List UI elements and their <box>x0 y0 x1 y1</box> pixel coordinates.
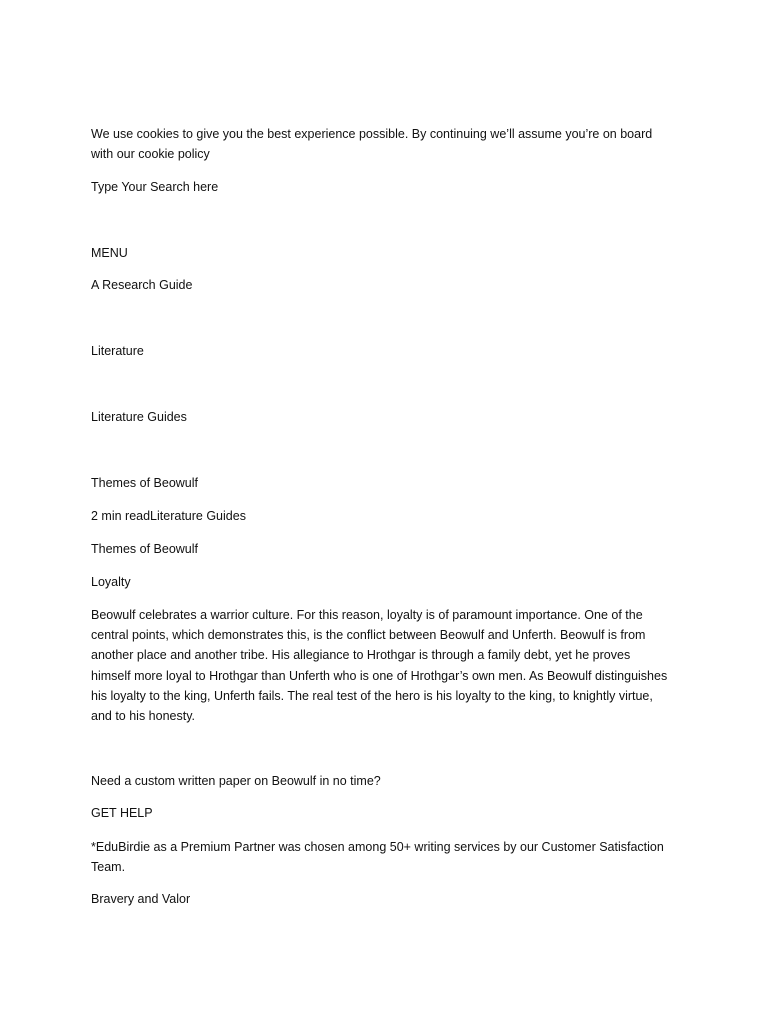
promo-question: Need a custom written paper on Beowulf in no time? <box>91 774 381 788</box>
search-input[interactable]: Type Your Search here <box>91 180 219 194</box>
article-meta: 2 min readLiterature Guides <box>91 509 246 523</box>
breadcrumb-literature-guides[interactable]: Literature Guides <box>91 410 187 424</box>
breadcrumb-themes-of-beowulf[interactable]: Themes of Beowulf <box>91 476 198 490</box>
cookie-notice: We use cookies to give you the best experience possible. By continuing we’ll assume you’re on board with our cookie policy <box>91 127 653 162</box>
breadcrumb-literature[interactable]: Literature <box>91 344 144 358</box>
breadcrumb-research-guide[interactable]: A Research Guide <box>91 278 193 292</box>
section-body-loyalty: Beowulf celebrates a warrior culture. For this reason, loyalty is of paramount importance. One of the central points, which demonstrates this, is the conflict between Beowulf and Unferth. Beowulf is from another place and another tribe. His allegiance to Hrothgar is through a family debt, yet he proves himself more loyal to Hrothgar than Unferth who is one of Hrothgar’s own men. As Beowulf distinguishes his loyalty to the king, Unferth fails. The real test of the hero is his loyalty to the king, to knightly virtue, and to his honesty. <box>91 608 668 724</box>
page-title: Themes of Beowulf <box>91 542 198 556</box>
section-heading-loyalty: Loyalty <box>91 575 131 589</box>
menu-button[interactable]: MENU <box>91 246 128 260</box>
get-help-button[interactable]: GET HELP <box>91 806 153 820</box>
section-heading-bravery: Bravery and Valor <box>91 892 191 906</box>
promo-disclaimer: *EduBirdie as a Premium Partner was chosen among 50+ writing services by our Customer Satisfaction Team. <box>91 840 664 875</box>
